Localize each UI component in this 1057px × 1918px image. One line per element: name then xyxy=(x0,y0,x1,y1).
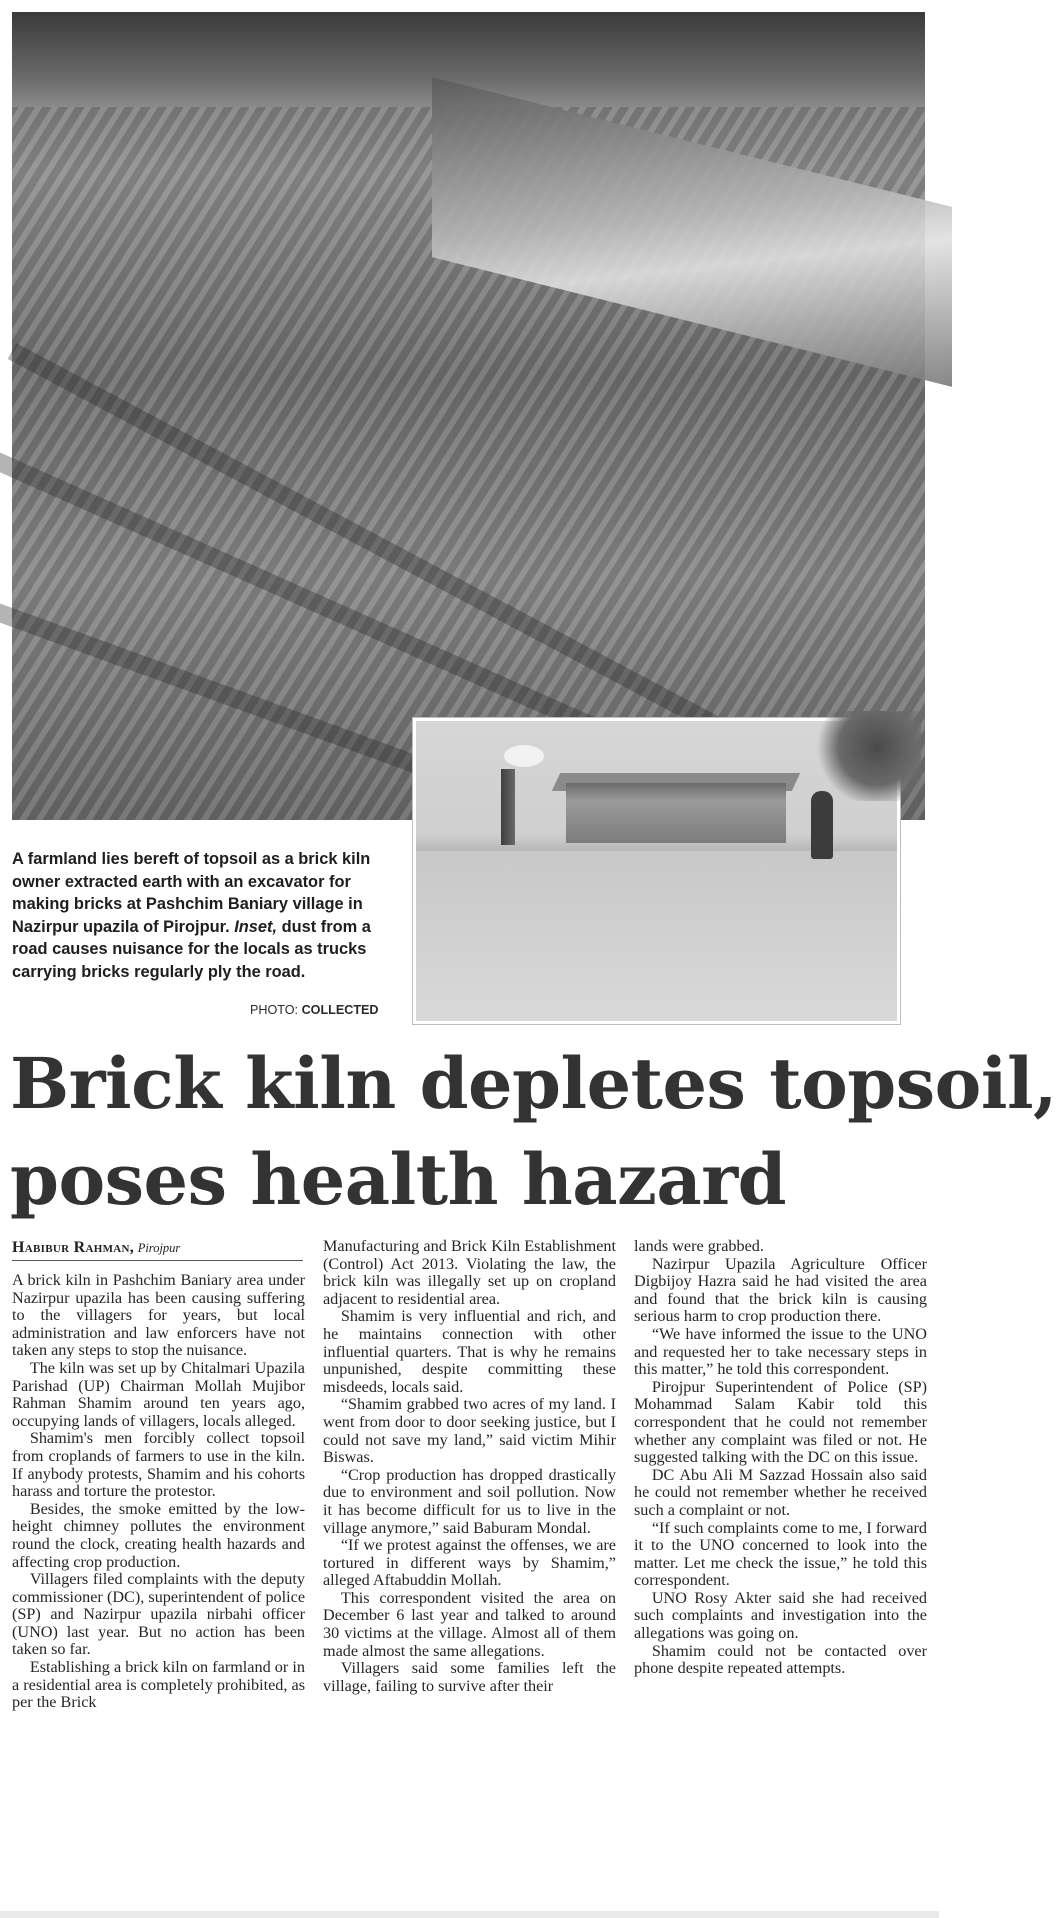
paragraph-continued: Manufacturing and Brick Kiln Establishment (Control) Act 2013. Violating the law, the brick kiln was illegally set up on cropland adjacent to residential area. xyxy=(323,1237,616,1308)
paragraph: “Shamim grabbed two acres of my land. I went from door to door seeking justice, but I could not save my land,” said victim Mihir Biswas. xyxy=(323,1395,616,1467)
byline-location: Pirojpur xyxy=(137,1241,181,1255)
headline-line-1: Brick kiln depletes topsoil, xyxy=(10,1042,1057,1125)
byline-author: Habibur Rahman, xyxy=(12,1239,135,1256)
photo-caption xyxy=(12,848,384,984)
credit-source: COLLECTED xyxy=(301,1003,379,1017)
paragraph: Besides, the smoke emitted by the low-height chimney pollutes the environment round the clock, creating health hazards and affecting crop production. xyxy=(12,1499,305,1571)
page-bottom-edge xyxy=(0,1911,939,1918)
article-column-3 xyxy=(634,1238,927,1678)
paragraph: “Crop production has dropped drastically due to environment and soil pollution. Now it has become difficult for us to live in the village anymore,” said Baburam Mondal. xyxy=(323,1465,616,1537)
chimney-smoke xyxy=(504,745,544,767)
paragraph: Shamim is very influential and rich, and he maintains connection with other influential quarters. That is why he remains unpunished, despite committing these misdeeds, locals said. xyxy=(323,1307,616,1396)
credit-prefix: PHOTO: xyxy=(250,1003,302,1017)
paragraph: Establishing a brick kiln on farmland or in a residential area is completely prohibited, as per the Brick xyxy=(12,1658,305,1712)
paragraph: Villagers said some families left the village, failing to survive after their xyxy=(323,1659,616,1695)
tread-ridge xyxy=(8,343,811,781)
paragraph: Nazirpur Upazila Agriculture Officer Digbijoy Hazra said he had visited the area and found that the brick kiln is causing serious harm to crop production there. xyxy=(634,1254,927,1326)
paragraph: Shamim could not be contacted over phone despite repeated attempts. xyxy=(634,1641,927,1678)
paragraph: “If such complaints come to me, I forward it to the UNO concerned to look into the matter. Let me check the issue,” he told this correspondent. xyxy=(634,1518,927,1590)
inset-road-photo xyxy=(413,718,900,1024)
caption-inset-word: Inset, xyxy=(234,917,278,936)
kiln-shed xyxy=(566,783,786,843)
byline xyxy=(12,1238,303,1261)
water-channel xyxy=(432,77,952,387)
kiln-chimney xyxy=(501,769,515,845)
paragraph: Pirojpur Superintendent of Police (SP) Mohammad Salam Kabir told this correspondent that he could not remember whether any complaint was filed or not. He suggested talking with the DC on this issue. xyxy=(634,1377,927,1467)
paragraph: “We have informed the issue to the UNO and requested her to take necessary steps in this matter,” he told this correspondent. xyxy=(634,1324,927,1379)
paragraph: UNO Rosy Akter said she had received such complaints and investigation into the allegations was going on. xyxy=(634,1588,927,1643)
paragraph: “If we protest against the offenses, we are tortured in different ways by Shamim,” alleged Aftabuddin Mollah. xyxy=(323,1536,616,1590)
paragraph: This correspondent visited the area on December 6 last year and talked to around 30 victims at the village. Almost all of them made almost the same allegations. xyxy=(323,1588,616,1660)
tree xyxy=(811,711,921,801)
paragraph: A brick kiln in Pashchim Baniary area under Nazirpur upazila has been causing suffering to the villagers for years, but local administration and law enforcers have not taken any steps to stop the nuisance. xyxy=(12,1271,305,1360)
article-column-1 xyxy=(12,1272,305,1712)
article-column-2 xyxy=(323,1238,616,1695)
caption-text-rest: dust from a road causes nuisance for the locals as trucks carrying bricks regularly ply the road. xyxy=(12,917,371,981)
photo-credit xyxy=(250,1003,379,1017)
paragraph: DC Abu Ali M Sazzad Hossain also said he could not remember whether he received such a complaint or not. xyxy=(634,1465,927,1519)
farmland-photo xyxy=(12,12,925,820)
walking-person xyxy=(811,791,833,859)
dusty-road xyxy=(416,851,897,1021)
caption-text: A farmland lies bereft of topsoil as a brick kiln owner extracted earth with an excavator for making bricks at Pashchim Baniary village in Nazirpur upazila of Pirojpur. xyxy=(12,850,371,936)
headline xyxy=(10,1036,1057,1228)
headline-line-2: poses health hazard xyxy=(10,1138,787,1221)
paragraph: Shamim's men forcibly collect topsoil from croplands of farmers to use in the kiln. If anybody protests, Shamim and his cohorts harass and torture the protestor. xyxy=(12,1429,305,1501)
paragraph: Villagers filed complaints with the deputy commissioner (DC), superintendent of police (SP) and Nazirpur upazila nirbahi officer (UNO) last year. But no action has been taken so far. xyxy=(12,1570,305,1659)
paragraph: The kiln was set up by Chitalmari Upazila Parishad (UP) Chairman Mollah Mujibor Rahman Shamim around ten years ago, occupying lands of villagers, locals alleged. xyxy=(12,1358,305,1430)
paragraph-continued: lands were grabbed. xyxy=(634,1237,764,1255)
